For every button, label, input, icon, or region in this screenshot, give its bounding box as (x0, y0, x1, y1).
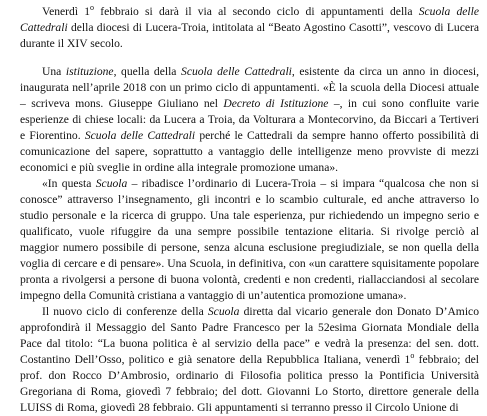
italic-text: Scuola delle Cattedrali (84, 129, 196, 142)
text-run: febbraio si darà il via al secondo ciclo di appuntamenti della (94, 5, 419, 18)
ordinal-superscript: o (410, 351, 415, 361)
italic-text: Scuola (95, 177, 128, 190)
text-run: perché le Cattedrali da sempre hanno offerto possibilità di comunicazione del sapere, soprattutto a vantaggio delle intelligenze meno provviste di mezzi economici e più sveglie in ordine alla integrale promozione umana». (20, 129, 479, 174)
italic-text: Scuola (207, 305, 240, 318)
paragraph-4 (20, 304, 479, 416)
text-run: Il nuovo ciclo di conferenze della (42, 305, 208, 318)
text-run: della diocesi di Lucera-Troia, intitolata al “Beato Agostino Casotti”, vescovo di Lucera durante il XIV secolo. (20, 21, 479, 50)
text-run: , quella della (113, 65, 182, 78)
text-run: diretta dal vicario generale don Donato D’Amico approfondirà il Messaggio del Santo Padre Francesco per la 52esima Giornata Mondiale della Pace dal titolo: “La buona politica è al servizio della pace” e vedrà la presenza: del sen. dott. Costantino Dell’Osso, politico e già senatore della Repubblica Italiana, venerdì 1 (20, 305, 479, 366)
text-run: , esistente da circa un anno in diocesi, inaugurata nell’aprile 2018 con un primo ciclo di appuntamenti. «È la scuola della Diocesi attuale – scriveva mons. Giuseppe Giuliano nel (20, 65, 479, 110)
paragraph-2 (20, 64, 479, 176)
italic-text: Scuola delle Cattedrali (20, 5, 480, 34)
italic-text: istituzione (65, 65, 114, 78)
text-run: Una (42, 65, 66, 78)
text-run: – ribadisce l’ordinario di Lucera-Troia – si impara “qualcosa che non si conosce” attraverso l’insegnamento, gli incontri e lo scambio culturale, ed anche attraverso lo studio personale e la ricerca di gruppo. Una tale esperienza, pur richiedendo un impegno serio e qualificato, vuole rifuggire da una sempre possibile tentazione elitaria. Si rivolge perciò al maggior numero possibile di persone, senza alcuna esclusione pregiudiziale, se non quella della voglia di cercare e di pensare». Una Scuola, in definitiva, con «un carattere squisitamente popolare pronta a rivolgersi a persone di buona volontà, credenti e non credenti, riallacciandosi al secolare impegno della Comunità cristiana a vantaggio di un’autentica promozione umana». (20, 177, 479, 302)
ordinal-superscript: o (90, 3, 95, 13)
paragraph-3 (20, 176, 479, 304)
text-run: «In questa (42, 177, 96, 190)
text-run: Venerdì 1 (42, 5, 91, 18)
italic-text: Scuola delle Cattedrali (181, 65, 292, 78)
italic-text: Decreto di Istituzione (223, 97, 329, 110)
paragraph-1 (20, 4, 479, 52)
text-run: –, in cui sono confluite varie esperienze di chiese locali: da Lucera a Troia, da Volturara a Montecorvino, da Biccari a Tertiveri e Fiorentino. (20, 97, 480, 142)
text-run: febbraio; del prof. don Rocco D’Ambrosio, ordinario di Filosofia politica presso la Pontificia Università Gregoriana di Roma, giovedì 7 febbraio; del dott. Giovanni Lo Storto, direttore generale della LUISS di Roma, giovedì 28 febbraio. Gli appuntamenti si terranno presso il Circolo Unione di (20, 353, 479, 414)
